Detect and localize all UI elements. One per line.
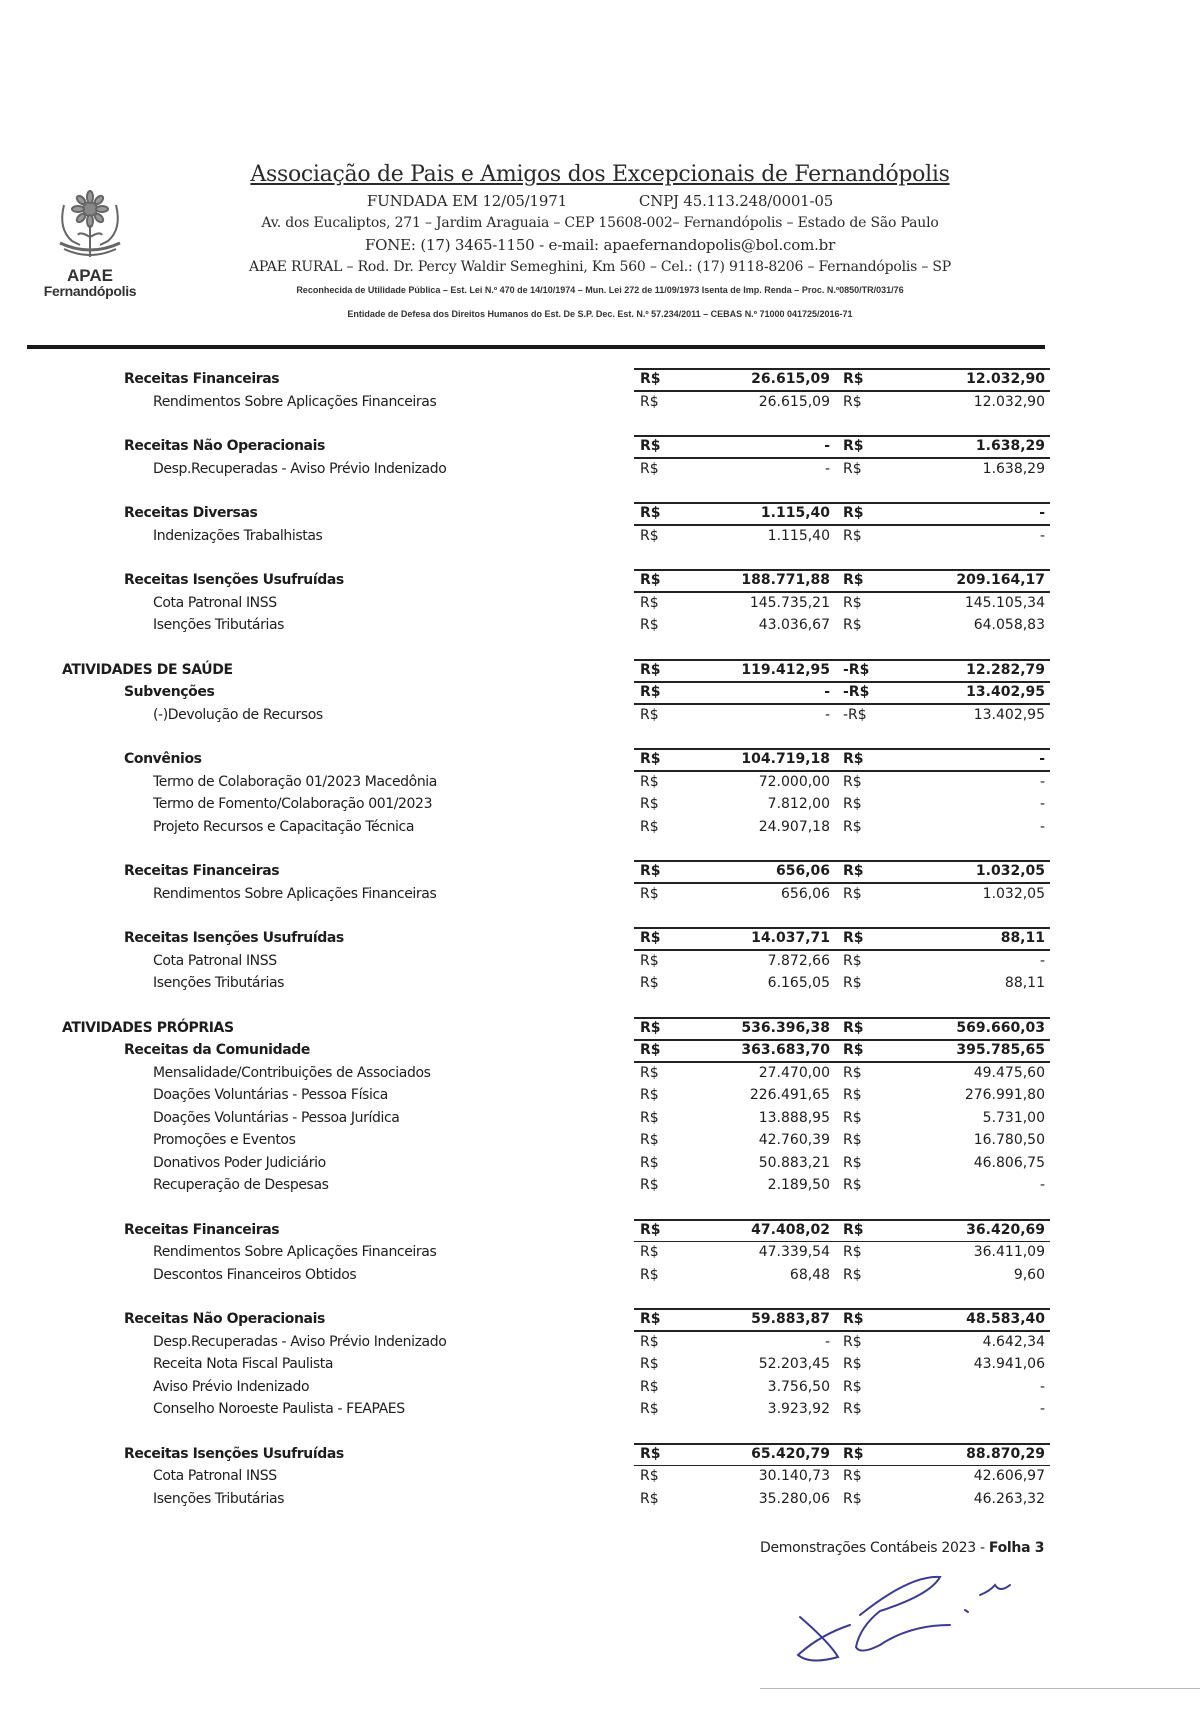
cnpj: CNPJ 45.113.248/0001-05 — [638, 192, 834, 210]
line-item-row — [0, 1152, 1200, 1175]
value-2023: 43.036,67 — [758, 617, 830, 633]
value-2022: - — [1039, 773, 1045, 790]
currency-2022: R$ — [843, 617, 862, 633]
organization-name: Associação de Pais e Amigos dos Excepcionais de Fernandópolis — [250, 162, 950, 187]
value-2023: 68,48 — [789, 1266, 830, 1283]
currency-2023: R$ — [640, 1490, 659, 1507]
row-label: Receitas Financeiras — [124, 863, 280, 879]
currency-2023: R$ — [640, 1244, 659, 1260]
value-2022: - — [1039, 527, 1045, 544]
currency-2023: R$ — [640, 1445, 661, 1462]
letterhead-text — [240, 160, 960, 326]
group-row — [0, 435, 1200, 458]
value-2022: 64.058,83 — [973, 617, 1045, 633]
page-footer — [760, 1540, 1044, 1556]
line-item-row — [0, 1376, 1200, 1399]
currency-2023: R$ — [640, 1468, 659, 1484]
value-2022: 209.164,17 — [956, 572, 1045, 588]
currency-2023: R$ — [640, 975, 659, 991]
line-item-row — [0, 816, 1200, 861]
currency-2023: R$ — [640, 505, 661, 521]
row-label: (-)Devolução de Recursos — [153, 706, 323, 723]
value-2023: 656,06 — [781, 885, 830, 902]
value-2022: 12.032,90 — [973, 393, 1045, 410]
currency-2022: R$ — [843, 438, 864, 454]
value-2023: 59.883,87 — [751, 1311, 830, 1327]
row-label: Descontos Financeiros Obtidos — [153, 1266, 357, 1283]
row-label: Doações Voluntárias - Pessoa Jurídica — [153, 1109, 400, 1126]
group-row — [0, 927, 1200, 950]
section-row — [0, 659, 1200, 682]
value-2023: 1.115,40 — [760, 505, 830, 521]
line-item-row — [0, 1129, 1200, 1152]
value-2022: 88,11 — [1000, 930, 1045, 946]
row-label: Receitas Financeiras — [124, 1221, 280, 1238]
currency-2022: R$ — [843, 1445, 864, 1462]
value-2022: - — [1039, 952, 1045, 969]
currency-2023: R$ — [640, 1064, 659, 1081]
value-2023: 3.923,92 — [767, 1401, 830, 1417]
value-2022: 5.731,00 — [982, 1109, 1045, 1126]
line-item-row — [0, 592, 1200, 615]
value-2022: 88.870,29 — [966, 1445, 1045, 1462]
group-row — [0, 681, 1200, 704]
currency-2022: R$ — [843, 1221, 864, 1238]
currency-2022: R$ — [843, 1468, 862, 1484]
value-2023: 119.412,95 — [741, 661, 830, 678]
line-item-row — [0, 1174, 1200, 1219]
currency-2023: R$ — [640, 572, 661, 588]
value-2022: 395.785,65 — [956, 1042, 1045, 1058]
value-2023: 27.470,00 — [758, 1064, 830, 1081]
row-label: Rendimentos Sobre Aplicações Financeiras — [153, 393, 437, 410]
group-row — [0, 502, 1200, 525]
value-2022: 569.660,03 — [956, 1019, 1045, 1036]
value-2023: - — [824, 684, 830, 700]
value-2023: 188.771,88 — [741, 572, 830, 588]
currency-2023: R$ — [640, 1221, 661, 1238]
group-row — [0, 1219, 1200, 1242]
currency-2023: R$ — [640, 751, 661, 767]
currency-2023: R$ — [640, 863, 661, 879]
value-2022: 145.105,34 — [964, 594, 1045, 611]
currency-2022: -R$ — [843, 684, 870, 700]
currency-2022: R$ — [843, 505, 864, 521]
line-item-row — [0, 1264, 1200, 1309]
row-label: Doações Voluntárias - Pessoa Física — [153, 1087, 388, 1103]
value-2023: - — [824, 706, 830, 723]
value-2023: 363.683,70 — [741, 1042, 830, 1058]
currency-2022: R$ — [843, 527, 862, 544]
line-item-row — [0, 614, 1200, 659]
rural-address: APAE RURAL – Rod. Dr. Percy Waldir Semeghini, Km 560 – Cel.: (17) 9118-8206 – Fernandópolis – SP — [248, 259, 952, 275]
value-2022: 46.263,32 — [973, 1490, 1045, 1507]
sheet-number: Folha 3 — [988, 1540, 1045, 1556]
currency-2022: R$ — [843, 885, 862, 902]
line-item-row — [0, 1353, 1200, 1376]
currency-2023: R$ — [640, 1356, 659, 1372]
line-item-row — [0, 883, 1200, 928]
value-2022: 1.638,29 — [982, 460, 1045, 477]
founded-date: FUNDADA EM 12/05/1971 — [366, 192, 567, 210]
row-label: Cota Patronal INSS — [153, 952, 277, 969]
line-item-row — [0, 458, 1200, 503]
value-2022: 1.032,05 — [975, 863, 1045, 879]
line-item-row — [0, 1062, 1200, 1085]
value-2023: 13.888,95 — [758, 1109, 830, 1126]
currency-2023: R$ — [640, 527, 659, 544]
value-2023: 145.735,21 — [749, 594, 830, 611]
currency-2022: R$ — [843, 1266, 862, 1283]
line-item-row — [0, 793, 1200, 816]
currency-2022: R$ — [843, 1064, 862, 1081]
value-2023: 6.165,05 — [767, 975, 830, 991]
value-2023: 35.280,06 — [758, 1490, 830, 1507]
value-2022: - — [1039, 1401, 1045, 1417]
currency-2023: R$ — [640, 930, 661, 946]
logo-city-text: Fernandópolis — [43, 283, 137, 299]
revenue-statement-table — [0, 368, 1200, 1510]
currency-2023: R$ — [640, 1266, 659, 1283]
group-row — [0, 1308, 1200, 1331]
currency-2022: R$ — [843, 1490, 862, 1507]
value-2022: - — [1039, 1378, 1045, 1395]
row-label: Subvenções — [124, 684, 215, 700]
currency-2022: R$ — [843, 460, 862, 477]
value-2023: 7.872,66 — [767, 952, 830, 969]
row-label: Receitas Não Operacionais — [124, 438, 325, 454]
currency-2023: R$ — [640, 885, 659, 902]
currency-2023: R$ — [640, 706, 659, 723]
row-label: Convênios — [124, 751, 202, 767]
currency-2022: R$ — [843, 1356, 862, 1372]
value-2022: 36.420,69 — [966, 1221, 1045, 1238]
value-2023: 656,06 — [775, 863, 830, 879]
logo-apae-text: APAE — [67, 266, 113, 285]
currency-2023: R$ — [640, 773, 659, 790]
value-2023: 47.339,54 — [758, 1244, 830, 1260]
section-row — [0, 1017, 1200, 1040]
value-2022: 4.642,34 — [982, 1333, 1045, 1350]
currency-2022: R$ — [843, 1019, 864, 1036]
currency-2022: R$ — [843, 863, 864, 879]
value-2023: 7.812,00 — [767, 796, 830, 812]
value-2023: - — [824, 460, 830, 477]
currency-2022: R$ — [843, 818, 862, 835]
value-2022: - — [1039, 796, 1045, 812]
row-label: Isenções Tributárias — [153, 1490, 285, 1507]
phone-email: FONE: (17) 3465-1150 - e-mail: apaefernandopolis@bol.com.br — [364, 236, 836, 254]
line-item-row — [0, 1331, 1200, 1354]
currency-2022: -R$ — [843, 706, 867, 723]
value-2022: 49.475,60 — [973, 1064, 1045, 1081]
currency-2022: R$ — [843, 975, 862, 991]
value-2023: - — [824, 1333, 830, 1350]
value-2023: 72.000,00 — [758, 773, 830, 790]
currency-2022: R$ — [843, 1244, 862, 1260]
row-label: Receita Nota Fiscal Paulista — [153, 1356, 334, 1372]
currency-2022: R$ — [843, 1087, 862, 1103]
apae-logo — [30, 185, 150, 299]
value-2023: 226.491,65 — [749, 1087, 830, 1103]
currency-2023: R$ — [640, 393, 659, 410]
group-row — [0, 368, 1200, 391]
value-2022: 1.638,29 — [975, 438, 1045, 454]
row-label: Mensalidade/Contribuições de Associados — [153, 1064, 431, 1081]
flower-hands-logo-icon — [50, 185, 130, 265]
row-label: Isenções Tributárias — [153, 617, 285, 633]
line-item-row — [0, 1465, 1200, 1488]
row-label: ATIVIDADES DE SAÚDE — [62, 661, 233, 678]
recognition-text: Reconhecida de Utilidade Pública – Est. Lei N.º 470 de 14/10/1974 – Mun. Lei 272 de 11/09/1973 Isenta de Imp. Renda – Proc. N.º0850/TR/031/76 — [296, 285, 904, 295]
value-2022: 13.402,95 — [966, 684, 1045, 700]
line-item-row — [0, 525, 1200, 570]
line-item-row — [0, 1241, 1200, 1264]
row-label: Projeto Recursos e Capacitação Técnica — [153, 818, 415, 835]
currency-2023: R$ — [640, 818, 659, 835]
row-label: Aviso Prévio Indenizado — [153, 1378, 310, 1395]
currency-2022: R$ — [843, 1378, 862, 1395]
currency-2022: R$ — [843, 1401, 862, 1417]
currency-2023: R$ — [640, 1333, 659, 1350]
currency-2023: R$ — [640, 1311, 661, 1327]
address: Av. dos Eucaliptos, 271 – Jardim Araguaia – CEP 15608-002– Fernandópolis – Estado de São Paulo — [261, 215, 939, 231]
currency-2023: R$ — [640, 1019, 661, 1036]
currency-2022: -R$ — [843, 661, 870, 678]
value-2022: 13.402,95 — [973, 706, 1045, 723]
value-2022: - — [1039, 751, 1045, 767]
group-row — [0, 569, 1200, 592]
value-2023: 26.615,09 — [751, 371, 830, 387]
value-2022: 42.606,97 — [973, 1468, 1045, 1484]
value-2023: 24.907,18 — [758, 818, 830, 835]
currency-2022: R$ — [843, 796, 862, 812]
value-2023: 104.719,18 — [741, 751, 830, 767]
line-item-row — [0, 1084, 1200, 1107]
currency-2023: R$ — [640, 371, 661, 387]
currency-2023: R$ — [640, 594, 659, 611]
value-2022: 48.583,40 — [966, 1311, 1045, 1327]
value-2022: 43.941,06 — [973, 1356, 1045, 1372]
line-item-row — [0, 704, 1200, 749]
line-item-row — [0, 972, 1200, 1017]
value-2023: 26.615,09 — [758, 393, 830, 410]
value-2023: 50.883,21 — [758, 1154, 830, 1171]
row-label: Receitas Isenções Usufruídas — [124, 930, 344, 946]
line-item-row — [0, 950, 1200, 973]
currency-2023: R$ — [640, 460, 659, 477]
value-2022: - — [1039, 1177, 1045, 1193]
currency-2023: R$ — [640, 1132, 659, 1148]
currency-2023: R$ — [640, 1154, 659, 1171]
header-divider — [27, 345, 1045, 349]
currency-2023: R$ — [640, 661, 661, 678]
document-title: Demonstrações Contábeis 2023 - — [760, 1540, 989, 1556]
entity-text: Entidade de Defesa dos Direitos Humanos do Est. De S.P. Dec. Est. N.º 57.234/2011 – CEBAS N.º 71000 041725/2016-71 — [347, 309, 853, 319]
value-2023: 30.140,73 — [758, 1468, 830, 1484]
value-2023: 2.189,50 — [767, 1177, 830, 1193]
row-label: Receitas da Comunidade — [124, 1042, 310, 1058]
value-2022: 276.991,80 — [964, 1087, 1045, 1103]
currency-2022: R$ — [843, 1154, 862, 1171]
value-2022: 12.032,90 — [966, 371, 1045, 387]
row-label: Desp.Recuperadas - Aviso Prévio Indenizado — [153, 1333, 447, 1350]
value-2023: 1.115,40 — [767, 527, 830, 544]
value-2022: - — [1039, 505, 1045, 521]
row-label: Isenções Tributárias — [153, 975, 285, 991]
row-label: Receitas Financeiras — [124, 371, 280, 387]
line-item-row — [0, 391, 1200, 436]
row-label: Promoções e Eventos — [153, 1132, 296, 1148]
value-2022: 36.411,09 — [973, 1244, 1045, 1260]
row-label: Receitas Não Operacionais — [124, 1311, 325, 1327]
row-label: Desp.Recuperadas - Aviso Prévio Indenizado — [153, 460, 447, 477]
currency-2022: R$ — [843, 572, 864, 588]
line-item-row — [0, 1398, 1200, 1443]
currency-2022: R$ — [843, 1333, 862, 1350]
value-2022: 12.282,79 — [966, 661, 1045, 678]
row-label: ATIVIDADES PRÓPRIAS — [62, 1019, 234, 1036]
currency-2023: R$ — [640, 684, 661, 700]
value-2023: 42.760,39 — [758, 1132, 830, 1148]
currency-2023: R$ — [640, 1109, 659, 1126]
currency-2022: R$ — [843, 371, 864, 387]
currency-2022: R$ — [843, 1177, 862, 1193]
currency-2023: R$ — [640, 1177, 659, 1193]
value-2022: 88,11 — [1004, 975, 1045, 991]
currency-2023: R$ — [640, 438, 661, 454]
row-label: Termo de Fomento/Colaboração 001/2023 — [153, 796, 433, 812]
value-2022: - — [1039, 818, 1045, 835]
currency-2022: R$ — [843, 1132, 862, 1148]
line-item-row — [0, 771, 1200, 794]
currency-2023: R$ — [640, 1042, 661, 1058]
currency-2022: R$ — [843, 594, 862, 611]
value-2022: 16.780,50 — [973, 1132, 1045, 1148]
line-item-row — [0, 1107, 1200, 1130]
currency-2023: R$ — [640, 1378, 659, 1395]
row-label: Donativos Poder Judiciário — [153, 1154, 326, 1171]
currency-2023: R$ — [640, 1401, 659, 1417]
currency-2023: R$ — [640, 796, 659, 812]
currency-2022: R$ — [843, 1109, 862, 1126]
founded-cnpj-line — [240, 190, 960, 212]
currency-2022: R$ — [843, 952, 862, 969]
currency-2022: R$ — [843, 773, 862, 790]
value-2023: 14.037,71 — [751, 930, 830, 946]
currency-2022: R$ — [843, 1311, 864, 1327]
value-2022: 46.806,75 — [973, 1154, 1045, 1171]
group-row — [0, 860, 1200, 883]
row-label: Termo de Colaboração 01/2023 Macedônia — [153, 773, 437, 790]
group-row — [0, 1039, 1200, 1062]
value-2022: 9,60 — [1013, 1266, 1045, 1283]
row-label: Cota Patronal INSS — [153, 594, 277, 611]
row-label: Rendimentos Sobre Aplicações Financeiras — [153, 1244, 437, 1260]
signature-icon — [790, 1555, 1050, 1665]
currency-2023: R$ — [640, 617, 659, 633]
row-label: Receitas Isenções Usufruídas — [124, 572, 344, 588]
page-edge-line — [760, 1688, 1200, 1689]
value-2023: 65.420,79 — [751, 1445, 830, 1462]
value-2023: 47.408,02 — [751, 1221, 830, 1238]
currency-2022: R$ — [843, 930, 864, 946]
value-2023: - — [824, 438, 830, 454]
currency-2023: R$ — [640, 952, 659, 969]
row-label: Receitas Isenções Usufruídas — [124, 1445, 344, 1462]
row-label: Rendimentos Sobre Aplicações Financeiras — [153, 885, 437, 902]
value-2022: 1.032,05 — [982, 885, 1045, 902]
currency-2022: R$ — [843, 1042, 864, 1058]
group-row — [0, 1443, 1200, 1466]
group-row — [0, 748, 1200, 771]
currency-2022: R$ — [843, 751, 864, 767]
value-2023: 3.756,50 — [767, 1378, 830, 1395]
row-label: Indenizações Trabalhistas — [153, 527, 323, 544]
row-label: Conselho Noroeste Paulista - FEAPAES — [153, 1401, 405, 1417]
letterhead — [0, 0, 1200, 360]
currency-2022: R$ — [843, 393, 862, 410]
value-2023: 52.203,45 — [758, 1356, 830, 1372]
currency-2023: R$ — [640, 1087, 659, 1103]
line-item-row — [0, 1488, 1200, 1511]
value-2023: 536.396,38 — [741, 1019, 830, 1036]
row-label: Receitas Diversas — [124, 505, 258, 521]
row-label: Cota Patronal INSS — [153, 1468, 277, 1484]
row-label: Recuperação de Despesas — [153, 1177, 329, 1193]
